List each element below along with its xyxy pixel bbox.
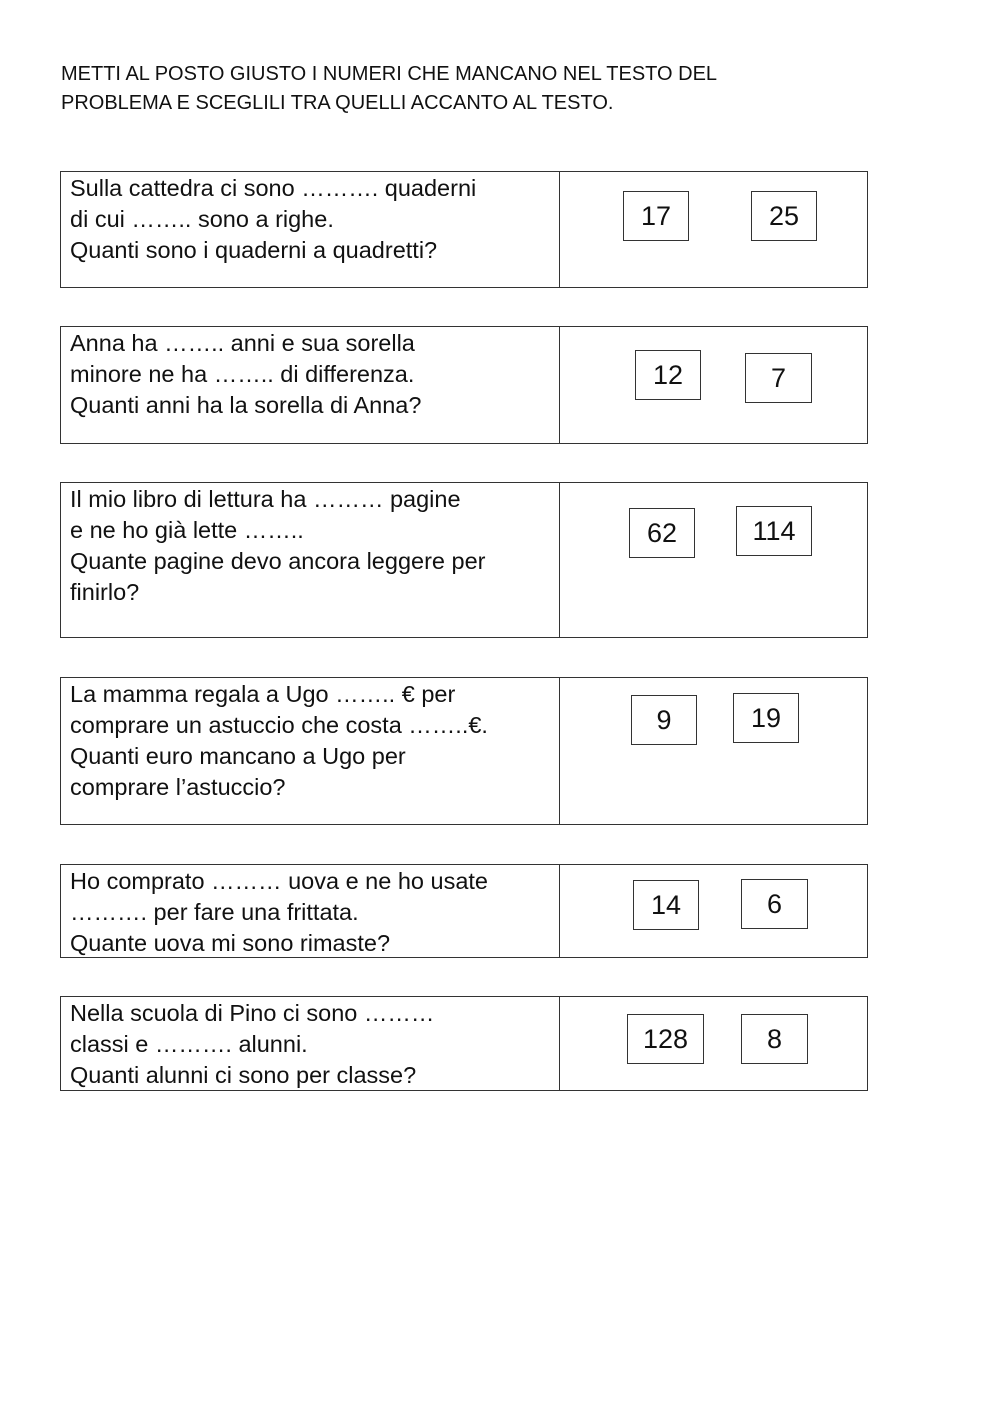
problem-text-line: Quanti sono i quaderni a quadretti? (70, 237, 438, 263)
problem-text-line: finirlo? (70, 579, 140, 605)
problem-3 (60, 482, 868, 638)
problem-5-text (61, 865, 560, 957)
problem-text-line: Sulla cattedra ci sono ………. quaderni (70, 175, 477, 201)
problem-text-line: Quanti euro mancano a Ugo per (70, 743, 406, 769)
problem-text-line: Quanti alunni ci sono per classe? (70, 1062, 417, 1088)
number-option[interactable]: 9 (631, 695, 697, 745)
number-option[interactable]: 8 (741, 1014, 808, 1064)
number-option[interactable]: 14 (633, 880, 699, 930)
problem-3-choices (560, 483, 867, 637)
number-option[interactable]: 12 (635, 350, 701, 400)
problem-text-line: di cui …….. sono a righe. (70, 206, 334, 232)
number-option[interactable]: 62 (629, 508, 695, 558)
problem-text-line: Il mio libro di lettura ha ……… pagine (70, 486, 461, 512)
problem-5-choices (560, 865, 867, 957)
instructions-line-1: METTI AL POSTO GIUSTO I NUMERI CHE MANCANO NEL TESTO DEL (61, 63, 718, 85)
number-option[interactable]: 17 (623, 191, 689, 241)
problem-4 (60, 677, 868, 825)
problem-text-line: minore ne ha …….. di differenza. (70, 361, 415, 387)
problem-4-choices (560, 678, 867, 824)
number-option[interactable]: 6 (741, 879, 808, 929)
problem-text-line: Anna ha …….. anni e sua sorella (70, 330, 415, 356)
number-option[interactable]: 114 (736, 506, 812, 556)
number-option[interactable]: 19 (733, 693, 799, 743)
problem-text-line: Ho comprato ……… uova e ne ho usate (70, 868, 488, 894)
problem-text-line: comprare un astuccio che costa ……..€. (70, 712, 488, 738)
problem-text-line: e ne ho già lette …….. (70, 517, 304, 543)
problem-text-line: classi e ………. alunni. (70, 1031, 308, 1057)
problem-text-line: Nella scuola di Pino ci sono ……… (70, 1000, 435, 1026)
instructions (61, 60, 921, 118)
problem-2-choices (560, 327, 867, 443)
problem-3-text (61, 483, 560, 637)
problem-text-line: Quante uova mi sono rimaste? (70, 930, 391, 956)
problem-text-line: ………. per fare una frittata. (70, 899, 359, 925)
problem-1 (60, 171, 868, 288)
problem-text-line: comprare l’astuccio? (70, 774, 286, 800)
problem-4-text (61, 678, 560, 824)
problem-6-choices (560, 997, 867, 1090)
number-option[interactable]: 25 (751, 191, 817, 241)
problem-1-text (61, 172, 560, 287)
problem-2-text (61, 327, 560, 443)
problem-text-line: Quanti anni ha la sorella di Anna? (70, 392, 422, 418)
problem-text-line: Quante pagine devo ancora leggere per (70, 548, 486, 574)
problem-6 (60, 996, 868, 1091)
problem-6-text (61, 997, 560, 1090)
problem-2 (60, 326, 868, 444)
number-option[interactable]: 7 (745, 353, 812, 403)
number-option[interactable]: 128 (627, 1014, 704, 1064)
instructions-line-2: PROBLEMA E SCEGLILI TRA QUELLI ACCANTO AL TESTO. (61, 92, 614, 114)
problem-text-line: La mamma regala a Ugo …….. € per (70, 681, 456, 707)
problem-5 (60, 864, 868, 958)
problem-1-choices (560, 172, 867, 287)
